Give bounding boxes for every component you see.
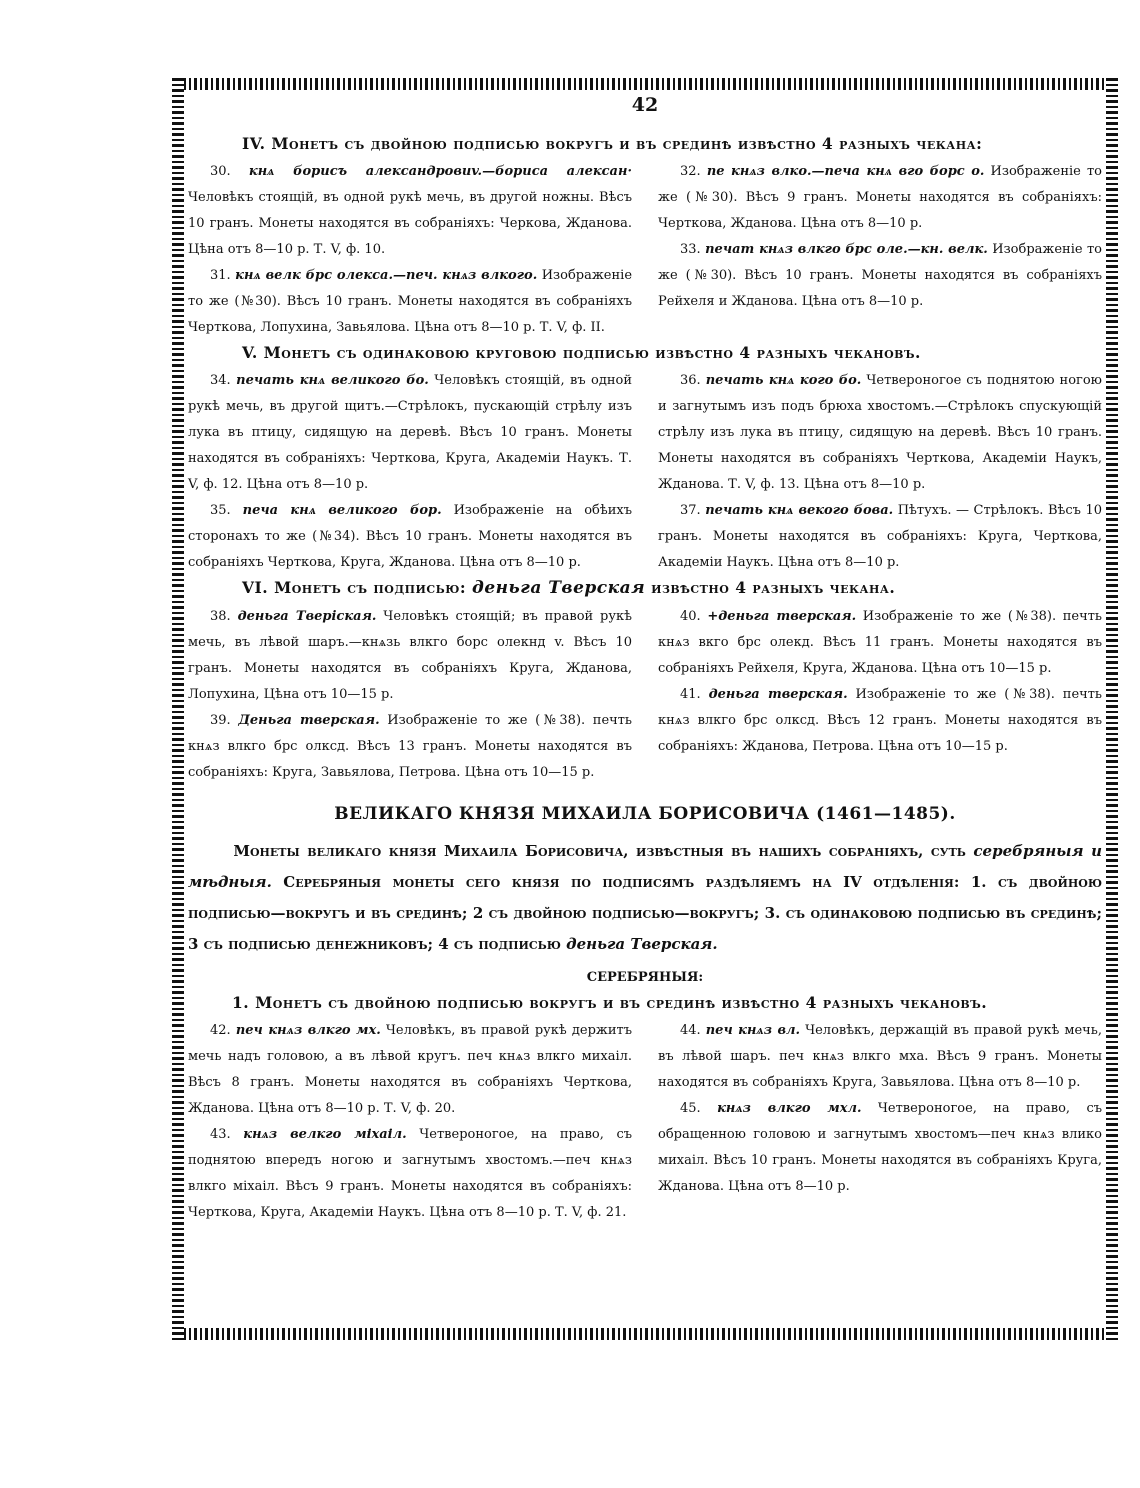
coin-entry-42 — [188, 1018, 632, 1122]
left-column — [188, 1018, 632, 1226]
entry-number: 31. — [210, 268, 231, 283]
entry-legend: деньга Тверiская. — [237, 609, 377, 624]
section-1-heading: 1. Монетъ съ двойною подписью вокругъ и въ срединѣ извѣстно 4 разныхъ чекановъ. — [232, 993, 988, 1012]
entry-number: 39. — [210, 713, 231, 728]
coin-entry-40 — [658, 604, 1102, 682]
ornamental-border-bottom — [172, 1328, 1118, 1340]
ornamental-border-left — [172, 78, 184, 1340]
coin-entry-35 — [188, 498, 632, 576]
entry-text: Человѣкъ стоящій; въ правой рукѣ мечь, въ лѣвой шаръ.—кнѧзь влкго борс олекнд v. Вѣсъ 10 гранъ. Монеты находятся въ собраніяхъ Круга, Жданова, Лопухина, Цѣна отъ 10—15 р. — [188, 609, 632, 702]
right-column — [658, 368, 1102, 576]
entry-text: Человѣкъ, держащій въ правой рукѣ мечь, въ лѣвой шаръ. печ кнѧз влкго мха. Вѣсъ 9 гранъ. Монеты находятся въ собраніяхъ Круга, Завьялова. Цѣна отъ 8—10 р. — [658, 1023, 1102, 1090]
entry-text: Изображеніе то же (№30). Вѣсъ 10 гранъ. Монеты находятся въ собраніяхъ Черткова, Лопухина, Завьялова. Цѣна отъ 8—10 р. Т. V, ф. II. — [188, 268, 633, 335]
coin-entry-41 — [658, 682, 1102, 760]
entry-text: Изображеніе то же (№38). печть кнѧз влкго брс олксд. Вѣсъ 12 гранъ. Монеты находятся въ собраніяхъ: Жданова, Петрова. Цѣна отъ 10—15 р. — [658, 687, 1102, 754]
entry-number: 42. — [210, 1023, 231, 1038]
right-column — [658, 604, 1102, 786]
ornamental-border-right — [1106, 78, 1118, 1340]
intro-italic: деньга Тверская. — [566, 935, 718, 953]
coin-entry-33 — [658, 237, 1102, 315]
entry-number: 43. — [210, 1127, 231, 1142]
entry-text: Изображеніе то же (№38). печть кнѧз вкго брс олекд. Вѣсъ 11 гранъ. Монеты находятся въ собраніяхъ Рейхеля, Круга, Жданова. Цѣна отъ 10—15 р. — [658, 609, 1102, 676]
right-column — [658, 1018, 1102, 1226]
entry-number: 32. — [680, 164, 701, 179]
entry-legend: печать кнѧ векого бова. — [705, 503, 894, 518]
coin-entry-31 — [188, 263, 632, 341]
entry-text: Пѣтухъ. — Стрѣлокъ. Вѣсъ 10 гранъ. Монеты находятся въ собраніяхъ: Круга, Черткова, Академіи Наукъ. Цѣна отъ 8—10 р. — [658, 503, 1102, 570]
entry-number: 41. — [680, 687, 701, 702]
entry-text: Человѣкъ стоящій, въ одной рукѣ мечь, въ другой ножны. Вѣсъ 10 гранъ. Монеты находятся въ собраніяхъ: Черкова, Жданова. Цѣна отъ 8—10 р. Т. V, ф. 10. — [188, 190, 632, 257]
section-1-columns — [188, 1018, 1102, 1226]
coin-entry-36 — [658, 368, 1102, 498]
entry-text: Человѣкъ стоящій, въ одной рукѣ мечь, въ другой щитъ.—Стрѣлокъ, пускающій стрѣлу изъ лука въ птицу, сидящую на деревѣ. Вѣсъ 10 гранъ. Монеты находятся въ собраніяхъ: Черткова, Круга, Академіи Наукъ. Т. V, ф. 12. Цѣна отъ 8—10 р. — [188, 373, 633, 492]
entry-legend: +деньга тверская. — [707, 609, 857, 624]
entry-text: Четвероногое съ поднятою ногою и загнутымъ изъ подъ брюха хвостомъ.—Стрѣлокъ спускующій стрѣлу изъ лука въ птицу, сидящую на деревѣ. Вѣсъ 10 гранъ. Монеты находятся въ собраніяхъ Черткова, Академіи Наукъ, Жданова. Т. V, ф. 13. Цѣна отъ 8—10 р. — [658, 373, 1102, 492]
entry-legend: кнѧз влкго мхл. — [717, 1101, 862, 1116]
entry-legend: пе кнѧз влко.—печа кнѧ вго борс о. — [706, 164, 985, 179]
heading-text: VI. Монетъ съ подписью: — [242, 578, 467, 597]
entry-text: Изображеніе на обѣихъ сторонахъ то же (№34). Вѣсъ 10 гранъ. Монеты находятся въ собраніяхъ Черткова, Круга, Жданова. Цѣна отъ 8—10 р. — [188, 503, 632, 570]
coin-entry-44 — [658, 1018, 1102, 1096]
entry-legend: печа кнѧ великого бор. — [242, 503, 442, 518]
entry-legend: печ кнѧз вл. — [705, 1023, 801, 1038]
coin-entry-32 — [658, 159, 1102, 237]
section-iv-columns — [188, 159, 1102, 341]
entry-legend: кнѧз велкго міхаіл. — [243, 1127, 407, 1142]
coin-entry-37 — [658, 498, 1102, 576]
left-column — [188, 159, 632, 341]
entry-number: 35. — [210, 503, 231, 518]
coin-entry-38 — [188, 604, 632, 708]
subsection-title: СЕРЕБРЯНЫЯ: — [586, 970, 704, 985]
entry-text: Изображеніе то же (№30). Вѣсъ 10 гранъ. Монеты находятся въ собраніяхъ Рейхеля и Жданова. Цѣна отъ 8—10 р. — [658, 242, 1102, 309]
section-v-columns — [188, 368, 1102, 576]
section-v-heading: V. Монетъ съ одинаковою круговою подписью извѣстно 4 разныхъ чекановъ. — [242, 343, 921, 362]
entry-legend: кнѧ борисъ александровиv.—бориса алексан· — [248, 164, 632, 179]
intro-text: Монеты великаго князя Михаила Борисовича, извѣстныя въ нашихъ собраніяхъ, суть — [233, 842, 966, 860]
coin-entry-39 — [188, 708, 632, 786]
left-column — [188, 604, 632, 786]
entry-number: 45. — [680, 1101, 701, 1116]
entry-text: Изображеніе то же (№30). Вѣсъ 9 гранъ. Монеты находятся въ собраніяхъ: Черткова, Жданова. Цѣна отъ 8—10 р. — [658, 164, 1103, 231]
coin-entry-45 — [658, 1096, 1102, 1200]
entry-number: 30. — [210, 164, 231, 179]
heading-text: извѣстно 4 разныхъ чекана. — [651, 578, 896, 597]
coin-entry-34 — [188, 368, 632, 498]
section-iv-heading: IV. Монетъ съ двойною подписью вокругъ и въ срединѣ извѣстно 4 разныхъ чекана: — [242, 134, 983, 153]
page-content — [188, 94, 1102, 1226]
section-vi-columns — [188, 604, 1102, 786]
entry-number: 34. — [210, 373, 231, 388]
entry-number: 40. — [680, 609, 701, 624]
entry-legend: печать кнѧ великого бо. — [236, 373, 429, 388]
entry-legend: Деньга тверская. — [238, 713, 380, 728]
coin-entry-30 — [188, 159, 632, 263]
right-column — [658, 159, 1102, 341]
entry-legend: печат кнѧз влкго брс оле.—кн. велк. — [705, 242, 988, 257]
entry-legend: деньга тверская. — [708, 687, 848, 702]
entry-number: 38. — [210, 609, 231, 624]
entry-text: Четвероногое, на право, съ поднятою впередъ ногою и загнутымъ хвостомъ.—печ кнѧз влкго міхаіл. Вѣсъ 9 гранъ. Монеты находятся въ собраніяхъ: Черткова, Круга, Академіи Наукъ. Цѣна отъ 8—10 р. Т. V, ф. 21. — [188, 1127, 632, 1220]
entry-legend: печ кнѧз влкго мх. — [235, 1023, 381, 1038]
intro-text: Серебряныя монеты сего князя по подписямъ раздѣляемъ на IV отдѣленія: 1. съ двойною подписью—вокругъ и въ срединѣ; 2 съ двойною подписью—вокругъ; 3. съ одинаковою подписью въ срединѣ; 3 съ подписью денежниковъ; 4 съ подписью — [188, 873, 1102, 953]
coin-entry-43 — [188, 1122, 632, 1226]
section-vi-heading — [188, 578, 1102, 598]
intro-italic: серебряныя и мѣдныя. — [188, 842, 1102, 891]
entry-legend: кнѧ велк брс олекса.—печ. кнѧз влкого. — [235, 268, 538, 283]
page-number: 42 — [631, 94, 659, 116]
entry-number: 37. — [680, 503, 701, 518]
heading-italic: деньга Тверская — [472, 578, 646, 598]
entry-number: 44. — [680, 1023, 701, 1038]
intro-paragraph — [188, 836, 1102, 960]
ornamental-border-top — [172, 78, 1118, 90]
entry-text: Четвероногое, на право, съ обращенною головою и загнутымъ хвостомъ—печ кнѧз влико михаіл. Вѣсъ 10 гранъ. Монеты находятся въ собраніяхъ Круга, Жданова. Цѣна отъ 8—10 р. — [658, 1101, 1102, 1194]
entry-number: 36. — [680, 373, 701, 388]
entry-number: 33. — [680, 242, 701, 257]
entry-legend: печать кнѧ кого бо. — [705, 373, 862, 388]
chapter-title: ВЕЛИКАГО КНЯЗЯ МИХАИЛА БОРИСОВИЧА (1461—1485). — [334, 804, 956, 824]
entry-text: Человѣкъ, въ правой рукѣ держитъ мечь надъ головою, а въ лѣвой кругъ. печ кнѧз влкго михаіл. Вѣсъ 8 гранъ. Монеты находятся въ собраніяхъ Черткова, Жданова. Цѣна отъ 8—10 р. Т. V, ф. 20. — [188, 1023, 632, 1116]
left-column — [188, 368, 632, 576]
entry-text: Изображеніе то же (№38). печть кнѧз влкго брс олксд. Вѣсъ 13 гранъ. Монеты находятся въ собраніяхъ: Круга, Завьялова, Петрова. Цѣна отъ 10—15 р. — [188, 713, 632, 780]
